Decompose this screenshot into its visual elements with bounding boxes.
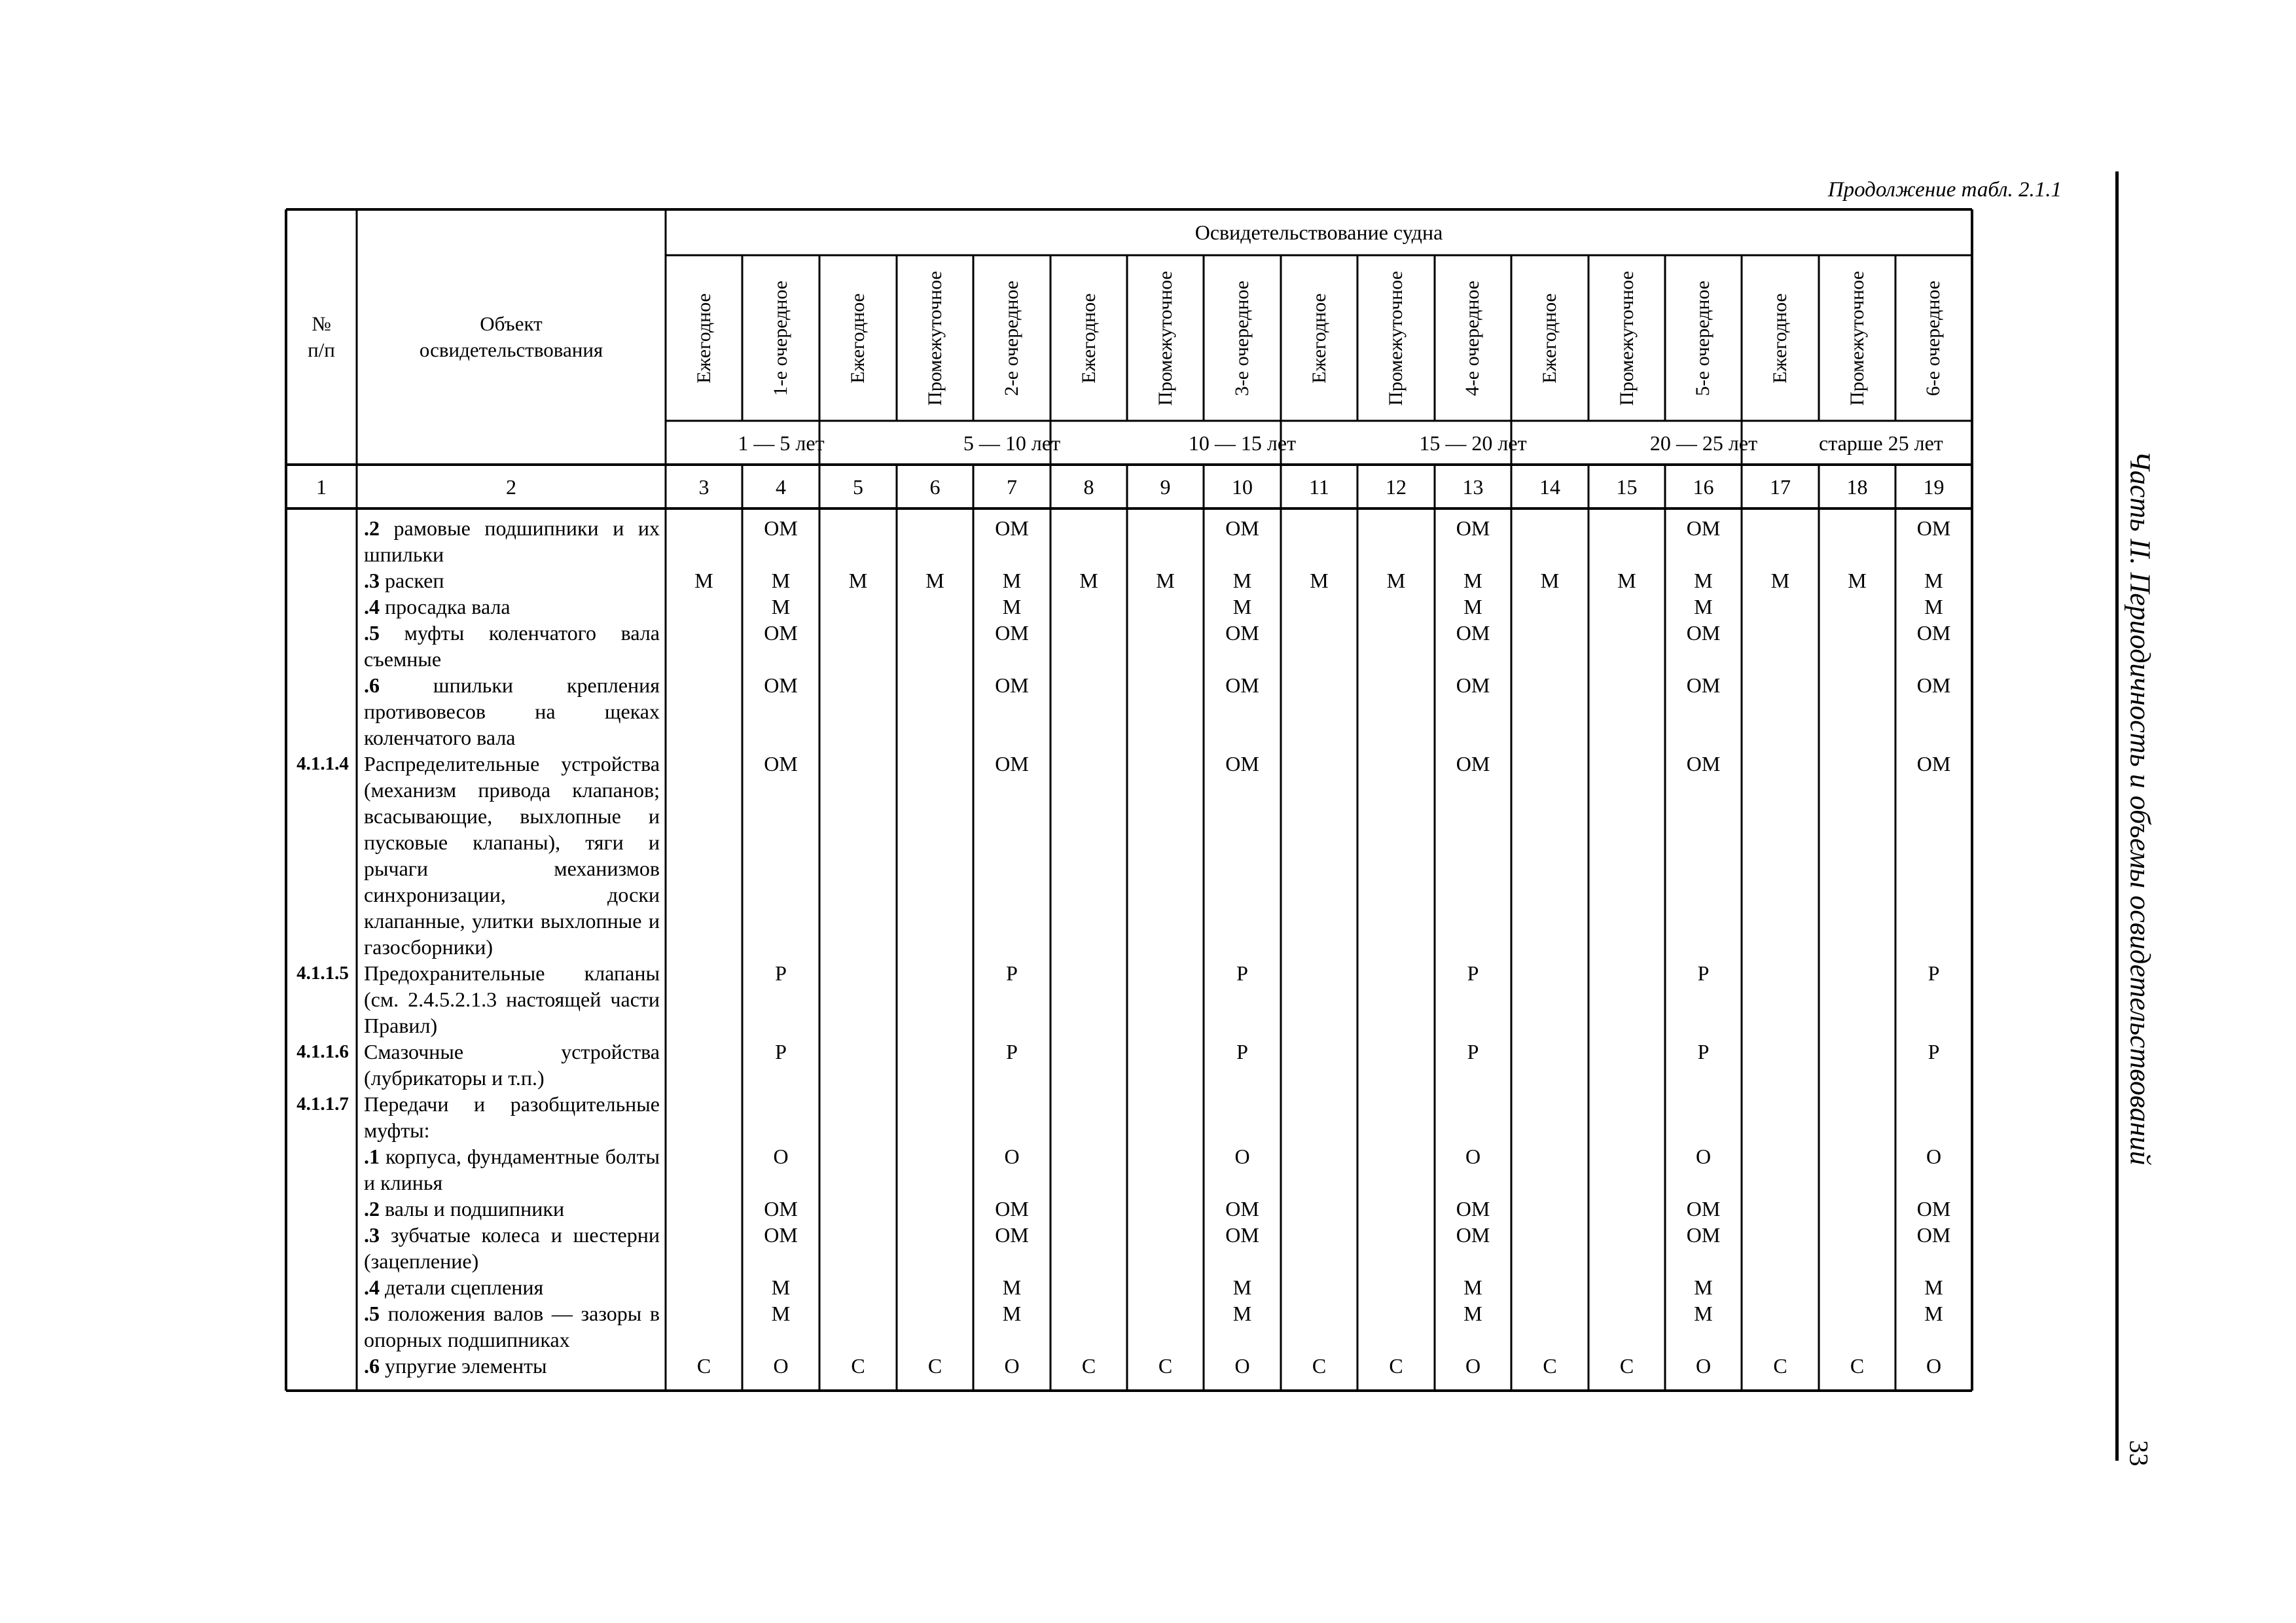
survey-scope-value: М <box>1463 569 1482 592</box>
header-survey-type <box>1435 255 1511 421</box>
row-object-text: .2 валы и подшипники <box>364 1197 565 1221</box>
column-number: 5 <box>853 474 863 499</box>
survey-scope-value: С <box>1158 1354 1173 1378</box>
header-number-cell <box>286 209 357 465</box>
column-number: 19 <box>1923 474 1945 499</box>
survey-scope-value: М <box>1694 595 1713 618</box>
survey-scope-value: М <box>1617 569 1636 592</box>
survey-type-label: 3-е очередное <box>1231 280 1253 396</box>
header-age-range: 1 — 5 лет <box>738 431 825 455</box>
row-item-number: 4.1.1.5 <box>296 963 349 984</box>
row-subitem-marker: .2 <box>364 1197 380 1221</box>
survey-scope-value: Р <box>1928 961 1940 985</box>
survey-scope-value: М <box>1694 1302 1713 1325</box>
survey-scope-value: О <box>1926 1145 1942 1168</box>
survey-type-label: 2-е очередное <box>1001 280 1023 396</box>
column-number: 7 <box>1007 474 1017 499</box>
survey-scope-value: ОМ <box>764 621 798 645</box>
row-object-text: .6 упругие элементы <box>364 1354 547 1378</box>
survey-scope-value: ОМ <box>1916 516 1951 540</box>
row-subitem-marker: .5 <box>364 1302 380 1325</box>
survey-type-label: Ежегодное <box>847 293 869 383</box>
survey-scope-value: М <box>1079 569 1098 592</box>
header-survey-type <box>1665 255 1742 421</box>
column-number: 6 <box>929 474 941 499</box>
survey-scope-value: Р <box>1236 961 1248 985</box>
survey-scope-value: ОМ <box>1686 1197 1721 1221</box>
header-age-range: 15 — 20 лет <box>1419 431 1527 455</box>
column-number: 1 <box>316 474 327 499</box>
row-object-text: .5 муфты коленчатого вала съемные <box>364 621 660 671</box>
survey-scope-value: ОМ <box>764 516 798 540</box>
survey-scope-value: ОМ <box>1686 621 1721 645</box>
side-title-rule <box>2115 171 2119 1461</box>
survey-scope-value: С <box>696 1354 711 1378</box>
survey-scope-value: Р <box>1928 1040 1940 1063</box>
survey-scope-value: М <box>771 569 791 592</box>
survey-scope-value: ОМ <box>1225 752 1259 776</box>
survey-scope-value: Р <box>1467 961 1479 985</box>
survey-scope-value: ОМ <box>1916 673 1951 697</box>
table-continuation-label: Продолжение табл. 2.1.1 <box>1827 178 2062 202</box>
survey-scope-value: О <box>1004 1145 1020 1168</box>
survey-scope-value: М <box>771 1302 791 1325</box>
column-number: 2 <box>506 474 516 499</box>
survey-scope-value: ОМ <box>1456 621 1490 645</box>
survey-scope-value: ОМ <box>1686 752 1721 776</box>
survey-type-label: Ежегодное <box>1539 293 1561 383</box>
row-object-text: .4 просадка вала <box>364 595 511 618</box>
header-number-label: № п/п <box>308 312 335 361</box>
row-subitem-marker: .5 <box>364 621 380 645</box>
survey-scope-value: О <box>773 1145 789 1168</box>
row-object-text: Смазочные устройства (лубрикаторы и т.п.) <box>364 1040 660 1090</box>
survey-scope-value: С <box>1389 1354 1403 1378</box>
survey-scope-value: М <box>694 569 713 592</box>
survey-scope-value: ОМ <box>1225 673 1259 697</box>
survey-scope-value: М <box>1002 1302 1022 1325</box>
survey-scope-value: М <box>771 1275 791 1299</box>
survey-scope-value: ОМ <box>1456 673 1490 697</box>
survey-scope-value: М <box>1310 569 1329 592</box>
survey-scope-value: С <box>1850 1354 1865 1378</box>
header-age-range: 5 — 10 лет <box>963 431 1061 455</box>
row-object-text: .4 детали сцепления <box>364 1275 544 1299</box>
header-age-range: 20 — 25 лет <box>1649 431 1758 455</box>
header-survey-type <box>1204 255 1281 421</box>
column-number: 12 <box>1386 474 1407 499</box>
survey-scope-value: М <box>925 569 944 592</box>
survey-scope-value: М <box>771 595 791 618</box>
side-title-text: Часть II. Периодичность и объемы освидетельствований <box>2124 450 2157 1166</box>
header-object-cell <box>357 209 666 465</box>
survey-scope-value: М <box>1156 569 1175 592</box>
survey-scope-value: О <box>773 1354 789 1378</box>
survey-scope-value: М <box>1924 595 1943 618</box>
survey-scope-value: М <box>1924 569 1943 592</box>
header-object-label: Объект освидетельствования <box>419 312 603 361</box>
survey-scope-value: Р <box>775 1040 787 1063</box>
survey-type-label: Ежегодное <box>692 293 715 383</box>
header-survey-type <box>897 255 973 421</box>
survey-scope-value: М <box>1232 569 1252 592</box>
header-survey-type <box>1742 255 1819 421</box>
column-number: 4 <box>776 474 786 499</box>
page-number <box>2119 1433 2159 1472</box>
header-age-range: 10 — 15 лет <box>1188 431 1297 455</box>
column-number: 10 <box>1232 474 1253 499</box>
header-survey-type <box>819 255 897 421</box>
survey-scope-value: ОМ <box>764 1223 798 1247</box>
survey-scope-value: О <box>1695 1354 1712 1378</box>
survey-scope-value: С <box>927 1354 942 1378</box>
survey-scope-value: М <box>1232 1275 1252 1299</box>
survey-scope-value: О <box>1234 1145 1250 1168</box>
column-number: 14 <box>1539 474 1560 499</box>
row-subitem-marker: .1 <box>364 1145 380 1168</box>
survey-scope-value: ОМ <box>1916 621 1951 645</box>
survey-scope-value: С <box>1619 1354 1634 1378</box>
survey-scope-value: ОМ <box>764 752 798 776</box>
survey-scope-value: М <box>1002 1275 1022 1299</box>
row-object-text: Предохранительные клапаны (см. 2.4.5.2.1.3 настоящей части Правил) <box>364 961 660 1037</box>
survey-type-label: Ежегодное <box>1077 293 1100 383</box>
survey-scope-value: ОМ <box>1686 673 1721 697</box>
survey-scope-value: ОМ <box>995 673 1029 697</box>
header-survey-type <box>1511 255 1588 421</box>
row-object-text: .3 зубчатые колеса и шестерни (зацепление) <box>364 1223 660 1273</box>
survey-scope-value: ОМ <box>995 1223 1029 1247</box>
survey-type-label: 5-е очередное <box>1692 280 1714 396</box>
row-object-text: Распределительные устройства (механизм привода клапанов; всасывающие, выхлопные и пусковые клапаны), тяги и рычаги механизмов синхронизации, доски клапанные, улитки выхлопные и газосборники) <box>364 752 660 959</box>
survey-scope-value: Р <box>1697 961 1710 985</box>
survey-scope-value: М <box>1463 1275 1482 1299</box>
header-survey-type <box>1050 255 1127 421</box>
header-survey-type <box>1357 255 1435 421</box>
row-item-number: 4.1.1.7 <box>296 1094 349 1115</box>
survey-scope-value: ОМ <box>1916 1197 1951 1221</box>
row-item-number: 4.1.1.6 <box>296 1041 349 1062</box>
survey-scope-value: О <box>1004 1354 1020 1378</box>
survey-scope-value: ОМ <box>1916 1223 1951 1247</box>
row-subitem-marker: .2 <box>364 516 380 540</box>
survey-scope-value: М <box>1694 569 1713 592</box>
header-survey-type <box>742 255 819 421</box>
survey-scope-value: М <box>1463 595 1482 618</box>
survey-scope-value: ОМ <box>1225 1223 1259 1247</box>
survey-scope-value: ОМ <box>1686 1223 1721 1247</box>
survey-scope-value: ОМ <box>1456 1197 1490 1221</box>
survey-scope-value: О <box>1465 1145 1481 1168</box>
survey-scope-value: М <box>1463 1302 1482 1325</box>
survey-scope-value: М <box>848 569 868 592</box>
survey-scope-value: ОМ <box>1225 621 1259 645</box>
page-number-text: 33 <box>2124 1440 2154 1466</box>
row-object-text: .3 раскеп <box>364 569 444 592</box>
survey-scope-value: М <box>1002 569 1022 592</box>
survey-type-label: Промежуточное <box>1154 270 1176 406</box>
row-subitem-marker: .4 <box>364 595 380 618</box>
survey-scope-value: М <box>1848 569 1867 592</box>
survey-scope-value: С <box>1773 1354 1787 1378</box>
column-number: 13 <box>1462 474 1484 499</box>
header-survey-type <box>1588 255 1665 421</box>
survey-scope-value: ОМ <box>1456 752 1490 776</box>
row-subitem-marker: .6 <box>364 673 380 697</box>
survey-scope-value: Р <box>1236 1040 1248 1063</box>
survey-scope-value: М <box>1770 569 1790 592</box>
survey-type-label: Ежегодное <box>1769 293 1791 383</box>
survey-scope-value: С <box>1081 1354 1096 1378</box>
survey-scope-value: Р <box>1697 1040 1710 1063</box>
survey-scope-value: ОМ <box>1686 516 1721 540</box>
survey-scope-value: ОМ <box>1456 1223 1490 1247</box>
header-age-range: старше 25 лет <box>1819 431 1943 455</box>
column-number: 15 <box>1616 474 1638 499</box>
survey-scope-value: М <box>1924 1302 1943 1325</box>
survey-scope-value: Р <box>1006 961 1018 985</box>
header-survey-title: Освидетельствование судна <box>1194 221 1443 244</box>
header-survey-type <box>1819 255 1895 421</box>
survey-scope-value: М <box>1386 569 1406 592</box>
survey-scope-value: О <box>1695 1145 1712 1168</box>
survey-scope-value: Р <box>775 961 787 985</box>
survey-scope-value: ОМ <box>764 673 798 697</box>
survey-scope-value: ОМ <box>995 621 1029 645</box>
survey-scope-value: Р <box>1467 1040 1479 1063</box>
survey-scope-value: ОМ <box>995 752 1029 776</box>
survey-scope-value: М <box>1694 1275 1713 1299</box>
row-object-text: .6 шпильки крепления противовесов на щеках коленчатого вала <box>364 673 660 749</box>
survey-scope-value: М <box>1002 595 1022 618</box>
survey-type-label: Промежуточное <box>1385 270 1407 406</box>
survey-scope-value: ОМ <box>1225 516 1259 540</box>
row-object-text: .1 корпуса, фундаментные болты и клинья <box>364 1145 660 1194</box>
row-object-text: .2 рамовые подшипники и их шпильки <box>364 516 660 566</box>
survey-scope-value: О <box>1234 1354 1250 1378</box>
row-subitem-marker: .6 <box>364 1354 380 1378</box>
survey-scope-value: ОМ <box>1916 752 1951 776</box>
survey-scope-value: С <box>1543 1354 1557 1378</box>
survey-scope-value: ОМ <box>764 1197 798 1221</box>
survey-scope-value: Р <box>1006 1040 1018 1063</box>
survey-scope-value: М <box>1540 569 1560 592</box>
survey-type-label: 4-е очередное <box>1462 280 1484 396</box>
survey-scope-value: ОМ <box>995 1197 1029 1221</box>
column-number: 9 <box>1160 474 1171 499</box>
survey-type-label: Промежуточное <box>1615 270 1638 406</box>
header-survey-type <box>1895 255 1972 421</box>
survey-scope-value: ОМ <box>995 516 1029 540</box>
row-subitem-marker: .3 <box>364 1223 380 1247</box>
header-survey-type <box>973 255 1050 421</box>
header-survey-type <box>1127 255 1204 421</box>
survey-scope-value: ОМ <box>1225 1197 1259 1221</box>
survey-type-label: 1-е очередное <box>770 280 792 396</box>
row-object-text: Передачи и разобщительные муфты: <box>364 1092 660 1142</box>
survey-scope-value: М <box>1232 1302 1252 1325</box>
column-number: 16 <box>1693 474 1714 499</box>
header-survey-type <box>666 255 742 421</box>
row-subitem-marker: .3 <box>364 569 380 592</box>
column-number: 11 <box>1309 474 1329 499</box>
row-item-number: 4.1.1.4 <box>296 753 349 774</box>
survey-scope-value: О <box>1926 1354 1942 1378</box>
survey-type-label: 6-е очередное <box>1922 280 1945 396</box>
survey-scope-value: ОМ <box>1456 516 1490 540</box>
row-object-text: .5 положения валов — зазоры в опорных подшипниках <box>364 1302 660 1351</box>
survey-scope-value: С <box>851 1354 865 1378</box>
header-survey-type <box>1281 255 1357 421</box>
survey-scope-value: О <box>1465 1354 1481 1378</box>
column-number: 18 <box>1846 474 1868 499</box>
column-number: 17 <box>1770 474 1791 499</box>
column-number: 8 <box>1083 474 1094 499</box>
survey-scope-value: М <box>1924 1275 1943 1299</box>
survey-type-label: Ежегодное <box>1308 293 1330 383</box>
column-number: 3 <box>698 474 709 499</box>
survey-scope-value: С <box>1312 1354 1327 1378</box>
survey-scope-value: М <box>1232 595 1252 618</box>
survey-type-label: Промежуточное <box>1846 270 1868 406</box>
survey-type-label: Промежуточное <box>924 270 946 406</box>
row-subitem-marker: .4 <box>364 1275 380 1299</box>
